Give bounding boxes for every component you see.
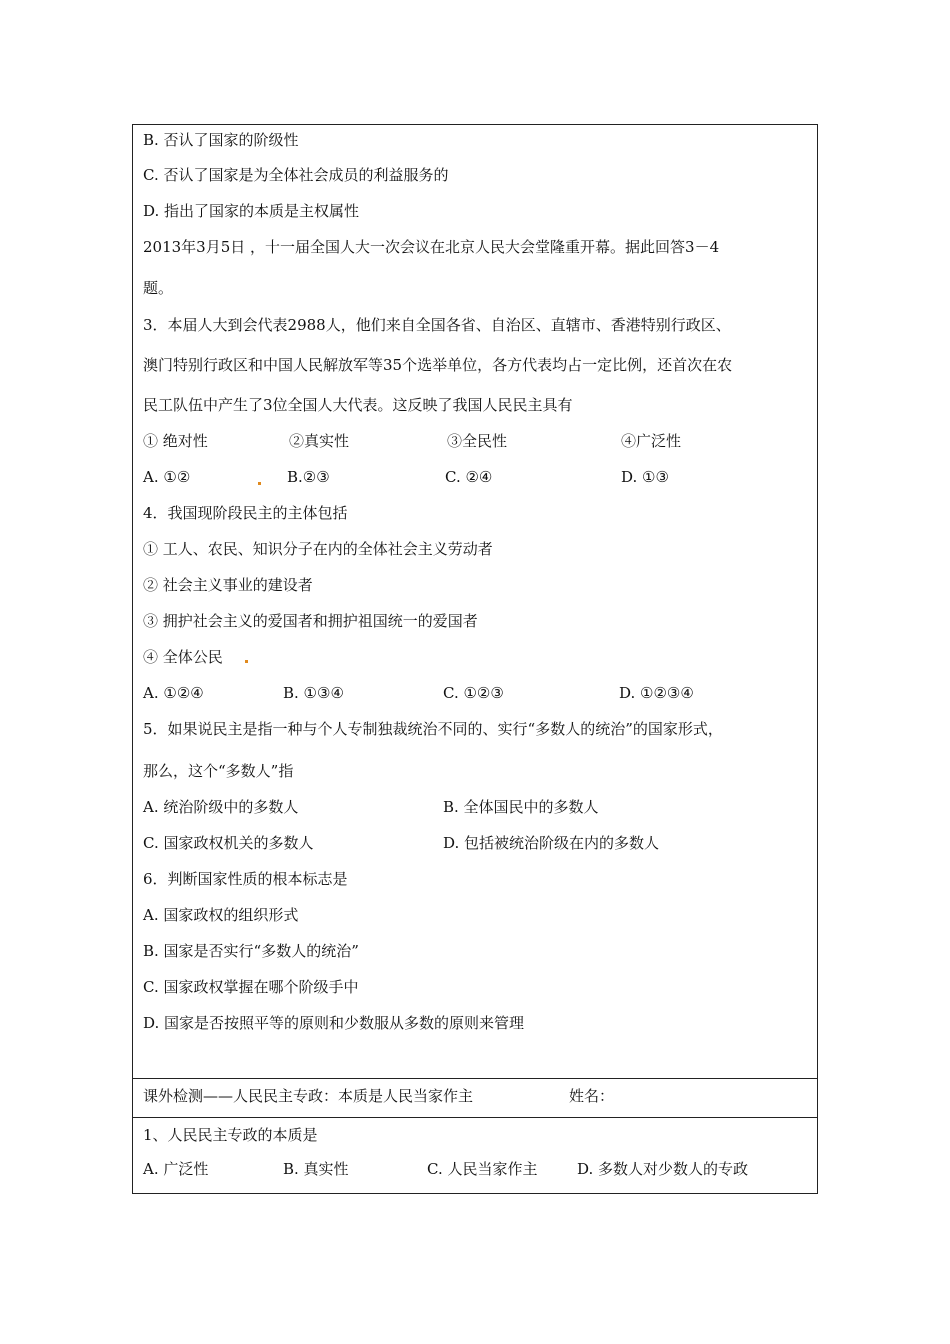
q5-choice: C. 国家政权机关的多数人 bbox=[143, 834, 314, 852]
row-divider bbox=[133, 1117, 817, 1118]
q3-item: ③全民性 bbox=[447, 432, 508, 450]
q6-choice: A. 国家政权的组织形式 bbox=[143, 906, 299, 924]
q3-choice: A. ①② bbox=[143, 468, 191, 486]
exercise-q1-choice: A. 广泛性 bbox=[143, 1160, 209, 1178]
q4-item: ② 社会主义事业的建设者 bbox=[143, 576, 313, 594]
exercise-q1-choice: D. 多数人对少数人的专政 bbox=[577, 1160, 749, 1178]
exercise-q1-choice: C. 人民当家作主 bbox=[427, 1160, 538, 1178]
q3-choice: B.②③ bbox=[287, 468, 330, 486]
q5-stem-line-1: 5．如果说民主是指一种与个人专制独裁统治不同的、实行“多数人的统治”的国家形式， bbox=[143, 720, 723, 738]
decorative-dot bbox=[245, 660, 248, 663]
q3-stem-line-2: 澳门特别行政区和中国人民解放军等35个选举单位，各方代表均占一定比例，还首次在农 bbox=[143, 356, 733, 374]
section-title: 课外检测——人民民主专政：本质是人民当家作主 bbox=[143, 1087, 474, 1105]
q5-choice: D. 包括被统治阶级在内的多数人 bbox=[443, 834, 660, 852]
q5-choice: B. 全体国民中的多数人 bbox=[443, 798, 599, 816]
q6-choice: C. 国家政权掌握在哪个阶级手中 bbox=[143, 978, 359, 996]
q3-item: ④广泛性 bbox=[621, 432, 682, 450]
exercise-q1-choice: B. 真实性 bbox=[283, 1160, 349, 1178]
worksheet-table bbox=[132, 124, 818, 1194]
q4-choice: B. ①③④ bbox=[283, 684, 344, 702]
q3-choice: D. ①③ bbox=[621, 468, 669, 486]
q3-item: ②真实性 bbox=[289, 432, 350, 450]
q6-choice: B. 国家是否实行“多数人的统治” bbox=[143, 942, 359, 960]
q4-item: ④ 全体公民 bbox=[143, 648, 223, 666]
q4-choice: C. ①②③ bbox=[443, 684, 504, 702]
q4-item: ① 工人、农民、知识分子在内的全体社会主义劳动者 bbox=[143, 540, 493, 558]
exercise-q1-stem: 1、人民民主专政的本质是 bbox=[143, 1126, 318, 1144]
intro-line-1: 2013年3月5日 ，十一届全国人大一次会议在北京人民大会堂隆重开幕。据此回答3－4 bbox=[143, 238, 720, 256]
q4-item: ③ 拥护社会主义的爱国者和拥护祖国统一的爱国者 bbox=[143, 612, 478, 630]
q6-stem: 6．判断国家性质的根本标志是 bbox=[143, 870, 348, 888]
q2-option-c: C. 否认了国家是为全体社会成员的利益服务的 bbox=[143, 166, 449, 184]
q5-choice: A. 统治阶级中的多数人 bbox=[143, 798, 299, 816]
intro-line-2: 题。 bbox=[143, 279, 174, 297]
q3-item: ① 绝对性 bbox=[143, 432, 208, 450]
decorative-dot bbox=[258, 482, 261, 485]
q3-stem-line-3: 民工队伍中产生了3位全国人大代表。这反映了我国人民民主具有 bbox=[143, 396, 573, 414]
q6-choice: D. 国家是否按照平等的原则和少数服从多数的原则来管理 bbox=[143, 1014, 525, 1032]
q4-stem: 4．我国现阶段民主的主体包括 bbox=[143, 504, 348, 522]
q2-option-d: D. 指出了国家的本质是主权属性 bbox=[143, 202, 360, 220]
q4-choice: A. ①②④ bbox=[143, 684, 204, 702]
name-label: 姓名： bbox=[569, 1087, 615, 1105]
q5-stem-line-2: 那么，这个“多数人”指 bbox=[143, 762, 294, 780]
q3-stem-line-1: 3．本届人大到会代表2988人，他们来自全国各省、自治区、直辖市、香港特别行政区、 bbox=[143, 316, 731, 334]
q3-choice: C. ②④ bbox=[445, 468, 493, 486]
row-divider bbox=[133, 1078, 817, 1079]
q4-choice: D. ①②③④ bbox=[619, 684, 694, 702]
q2-option-b: B. 否认了国家的阶级性 bbox=[143, 131, 299, 149]
